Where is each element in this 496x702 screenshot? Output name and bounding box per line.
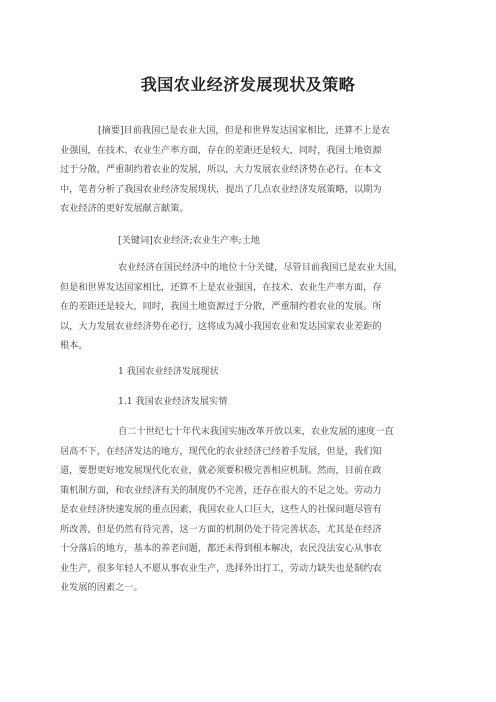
abstract-paragraph (60, 121, 440, 219)
section-heading-text: 1 我国农业经济发展现状 (118, 366, 219, 377)
intro-line: 以，大力发展农业经济势在必行，这将成为减小我国农业和发达国家农业差距的 (60, 320, 382, 332)
intro-line: 根本。 (60, 340, 88, 351)
intro-line: 在的差距还是较大，同时，我国土地资源过于分散，严重制约着农业的发展。所 (60, 301, 382, 312)
keywords-line: [关键词]农业经济;农业生产率;土地 (118, 235, 260, 246)
body-line: 是农业经济快速发展的重点因素，我国农业人口巨大，这些人的社保问题尽管有 (60, 504, 382, 515)
section-heading-1-1 (60, 392, 440, 412)
body-paragraph (60, 422, 440, 598)
abstract-line: 农业经济的更好发展献言献策。 (60, 203, 189, 214)
body-line: 业发展的因素之一。 (60, 582, 143, 593)
abstract-line: 过于分散，严重制约着农业的发展，所以，大力发展农业经济势在必行。在本文 (60, 164, 382, 175)
intro-paragraph (60, 258, 440, 356)
body-line: 居高不下，在经济发达的地方，现代化的农业经济已经着手发展，但是，我们知 (60, 445, 382, 457)
abstract-line: [摘要]目前我国已是农业大国，但是和世界发达国家相比，还算不上是农 (98, 125, 390, 136)
section-heading-1 (60, 362, 440, 382)
body-line: 所改善，但是仍然有待完善，这一方面的机制仍处于待完善状态，尤其是在经济 (60, 523, 382, 535)
keywords-paragraph (60, 231, 440, 251)
section-heading-text: 1.1 我国农业经济发展实情 (118, 396, 228, 407)
body-line: 十分落后的地方，基本的养老问题，都还未得到根本解决，农民没法安心从事农 (60, 543, 382, 554)
abstract-line: 业强国，在技术、农业生产率方面，存在的差距还是较大，同时，我国土地资源 (60, 144, 382, 156)
body-line: 道，要想更好地发展现代化农业，就必须要积极完善相应机制。然而，目前在政 (60, 465, 382, 476)
intro-line: 农业经济在国民经济中的地位十分关键，尽管目前我国已是农业大国， (118, 262, 403, 273)
intro-line: 但是和世界发达国家相比，还算不上是农业强国，在技术、农业生产率方面，存 (60, 281, 382, 293)
body-line: 业生产，很多年轻人不愿从事农业生产，选择外出打工，劳动力缺失也是制约农 (60, 562, 382, 574)
body-line: 策机制方面，和农业经济有关的制度仍不完善，还存在很大的不足之处。劳动力 (60, 484, 382, 496)
body-line: 自二十世纪七十年代末我国实施改革开放以来，农业发展的速度一直 (118, 426, 394, 437)
abstract-line: 中，笔者分析了我国农业经济发展现状，提出了几点农业经济发展策略，以期为 (60, 183, 382, 195)
document-title: 我国农业经济发展现状及策略 (140, 75, 356, 94)
